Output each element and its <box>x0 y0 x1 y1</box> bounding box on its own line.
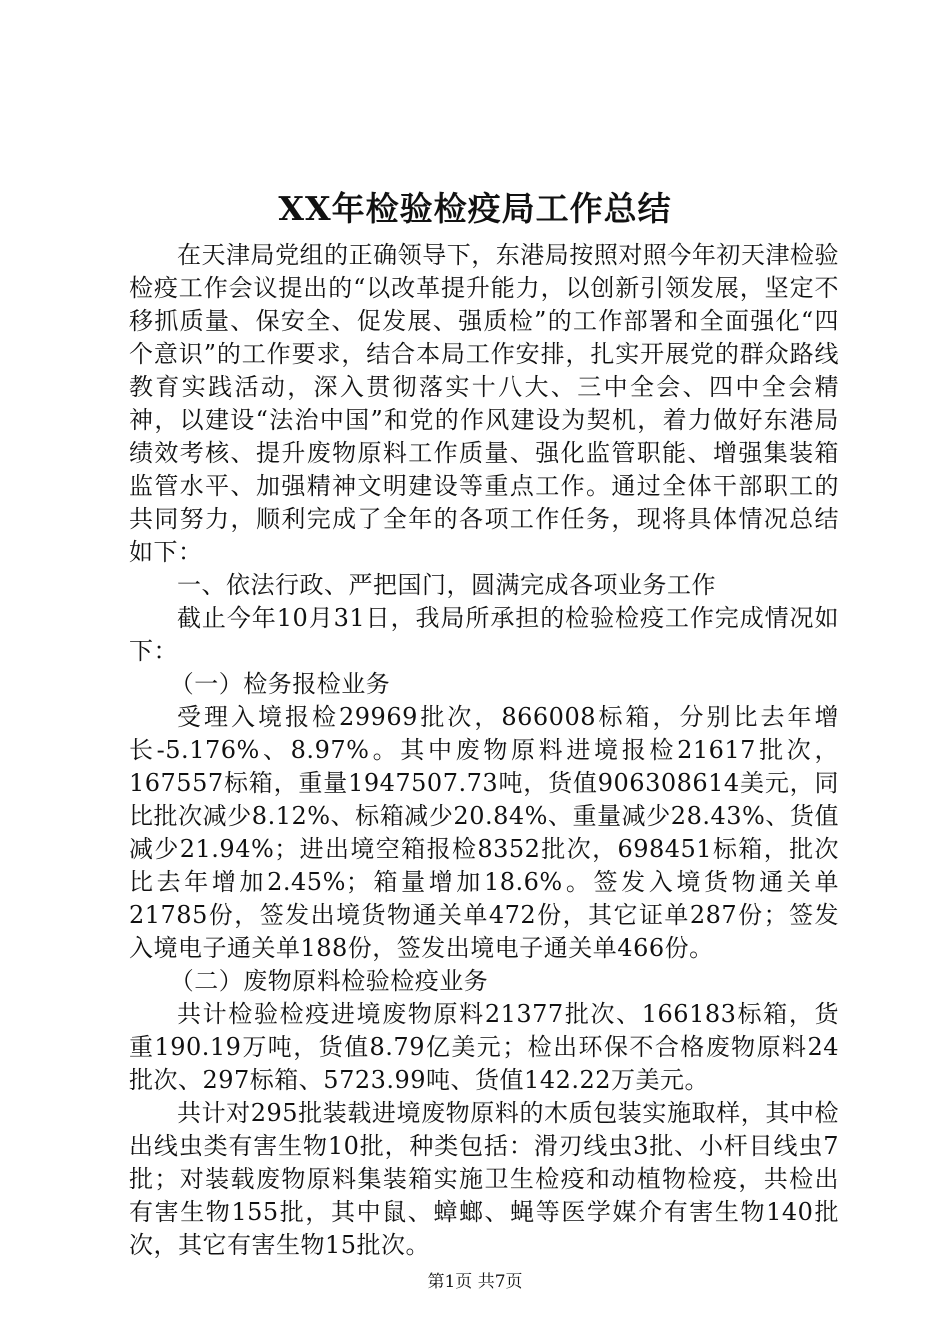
inspection-paragraph: 受理入境报检29969批次，866008标箱，分别比去年增长-5.176%、8.97%。其中废物原料进境报检21617批次，167557标箱，重量1947507.73吨，货值906308614美元，同比批次减少8.12%、标箱减少20.84%、重量减少28.43%、货值减少21.94%；进出境空箱报检8352批次，698451标箱，批次比去年增加2.45%；箱量增加18.6%。签发入境货物通关单21785份，签发出境货物通关单472份，其它证单287份；签发入境电子通关单188份，签发出境电子通关单466份。 <box>129 703 839 962</box>
status-paragraph: 截止今年10月31日，我局所承担的检验检疫工作完成情况如下： <box>129 604 839 665</box>
section-heading-1: 一、依法行政、严把国门，圆满完成各项业务工作 <box>177 571 716 599</box>
document-title: XX年检验检疫局工作总结 <box>278 189 672 228</box>
document-body <box>129 239 839 1262</box>
intro-paragraph: 在天津局党组的正确领导下，东港局按照对照今年初天津检验检疫工作会议提出的“以改革提升能力，以创新引领发展，坚定不移抓质量、保安全、促发展、强质检”的工作部署和全面强化“四个意识”的工作要求，结合本局工作安排，扎实开展党的群众路线教育实践活动，深入贯彻落实十八大、三中全会、四中全会精神，以建设“法治中国”和党的作风建设为契机，着力做好东港局绩效考核、提升废物原料工作质量、强化监管职能、增强集装箱监管水平、加强精神文明建设等重点工作。通过全体干部职工的共同努力，顺利完成了全年的各项工作任务，现将具体情况总结如下： <box>129 241 839 566</box>
waste-paragraph: 共计检验检疫进境废物原料21377批次、166183标箱，货重190.19万吨，货值8.79亿美元；检出环保不合格废物原料24批次、297标箱、5723.99吨、货值142.22万美元。 <box>129 1000 839 1094</box>
page-footer: 第1页 共7页 <box>427 1272 523 1292</box>
subsection-heading-2: （二）废物原料检验检疫业务 <box>169 967 489 995</box>
sampling-paragraph: 共计对295批装载进境废物原料的木质包装实施取样，其中检出线虫类有害生物10批，种类包括：滑刃线虫3批、小杆目线虫7批；对装载废物原料集装箱实施卫生检疫和动植物检疫，共检出有害生物155批，其中鼠、蟑螂、蝇等医学媒介有害生物140批次，其它有害生物15批次。 <box>129 1099 839 1259</box>
subsection-heading-1: （一）检务报检业务 <box>169 670 391 698</box>
